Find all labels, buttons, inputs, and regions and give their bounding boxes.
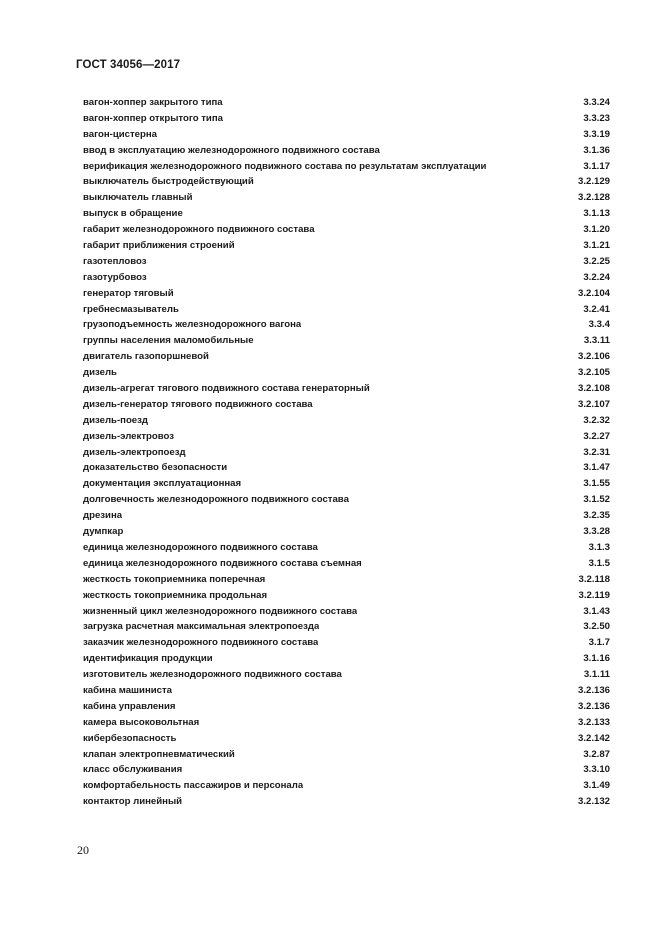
index-entry xyxy=(83,365,610,381)
index-entry xyxy=(83,524,610,540)
page-number: 20 xyxy=(77,843,89,857)
index-reference: 3.1.21 xyxy=(583,240,610,252)
index-term: верификация железнодорожного подвижного состава по результатам эксплуатации xyxy=(83,160,487,172)
index-entry xyxy=(83,556,610,572)
index-term: класс обслуживания xyxy=(83,764,183,776)
index-entry xyxy=(83,492,610,508)
index-entry xyxy=(83,286,610,302)
index-entry xyxy=(83,111,610,127)
index-reference: 3.3.4 xyxy=(588,319,610,331)
index-term: дизель-электровоз xyxy=(83,430,175,442)
index-entry xyxy=(83,174,610,190)
index-reference: 3.1.47 xyxy=(583,462,610,474)
index-reference: 3.2.35 xyxy=(583,510,610,522)
index-entry xyxy=(83,460,610,476)
index-term: идентификация продукции xyxy=(83,653,213,665)
index-reference: 3.2.104 xyxy=(577,287,610,299)
index-term: габарит приближения строений xyxy=(83,240,235,252)
index-entry xyxy=(83,317,610,333)
index-entry xyxy=(83,143,610,159)
index-term: дизель-агрегат тягового подвижного состава генераторный xyxy=(83,383,370,395)
index-reference: 3.1.7 xyxy=(588,637,610,649)
index-reference: 3.2.142 xyxy=(577,732,610,744)
index-term: камера высоковольтная xyxy=(83,716,200,728)
index-reference: 3.2.50 xyxy=(583,621,610,633)
index-term: дизель xyxy=(83,367,117,379)
index-reference: 3.2.129 xyxy=(577,176,610,188)
index-entry xyxy=(83,476,610,492)
index-reference: 3.1.11 xyxy=(583,669,610,681)
index-reference: 3.2.136 xyxy=(577,684,610,696)
index-term: грузоподъемность железнодорожного вагона xyxy=(83,319,302,331)
index-reference: 3.3.11 xyxy=(583,335,610,347)
index-term: ввод в эксплуатацию железнодорожного подвижного состава xyxy=(83,144,380,156)
index-term: выключатель главный xyxy=(83,192,193,204)
index-reference: 3.1.55 xyxy=(583,478,610,490)
index-reference: 3.1.20 xyxy=(583,224,610,236)
index-term: двигатель газопоршневой xyxy=(83,351,209,363)
index-entry xyxy=(83,699,610,715)
index-term: комфортабельность пассажиров и персонала xyxy=(83,780,304,792)
index-entry xyxy=(83,667,610,683)
index-reference: 3.1.43 xyxy=(583,605,610,617)
index-reference: 3.2.107 xyxy=(577,398,610,410)
index-term: дрезина xyxy=(83,510,123,522)
index-reference: 3.2.41 xyxy=(583,303,610,315)
index-reference: 3.2.31 xyxy=(583,446,610,458)
index-reference: 3.1.49 xyxy=(583,780,610,792)
index-reference: 3.2.128 xyxy=(577,192,610,204)
index-entry xyxy=(83,747,610,763)
index-term: думпкар xyxy=(83,526,124,538)
index-reference: 3.2.27 xyxy=(583,430,610,442)
index-term: контактор линейный xyxy=(83,796,183,808)
alphabetical-index xyxy=(83,95,610,810)
index-reference: 3.3.28 xyxy=(583,526,610,538)
index-entry xyxy=(83,683,610,699)
index-term: дизель-генератор тягового подвижного состава xyxy=(83,398,313,410)
index-entry xyxy=(83,635,610,651)
index-entry xyxy=(83,381,610,397)
index-entry xyxy=(83,794,610,810)
index-reference: 3.3.23 xyxy=(583,112,610,124)
index-entry xyxy=(83,508,610,524)
index-entry xyxy=(83,715,610,731)
index-entry xyxy=(83,270,610,286)
index-term: жесткость токоприемника поперечная xyxy=(83,573,266,585)
index-entry xyxy=(83,127,610,143)
index-term: группы населения маломобильные xyxy=(83,335,254,347)
index-term: газотепловоз xyxy=(83,255,147,267)
index-entry xyxy=(83,397,610,413)
index-term: кибербезопасность xyxy=(83,732,177,744)
index-reference: 3.2.119 xyxy=(578,589,610,601)
index-reference: 3.2.87 xyxy=(583,748,610,760)
index-entry xyxy=(83,588,610,604)
index-entry xyxy=(83,159,610,175)
index-term: гребнесмазыватель xyxy=(83,303,179,315)
index-entry xyxy=(83,206,610,222)
index-reference: 3.1.36 xyxy=(583,144,610,156)
index-entry xyxy=(83,651,610,667)
index-term: загрузка расчетная максимальная электропоезда xyxy=(83,621,320,633)
index-entry xyxy=(83,333,610,349)
index-entry xyxy=(83,222,610,238)
index-entry xyxy=(83,572,610,588)
index-reference: 3.2.25 xyxy=(583,255,610,267)
index-reference: 3.3.19 xyxy=(583,128,610,140)
index-reference: 3.2.118 xyxy=(578,573,610,585)
index-reference: 3.1.52 xyxy=(583,494,610,506)
index-entry xyxy=(83,413,610,429)
index-term: жизненный цикл железнодорожного подвижного состава xyxy=(83,605,358,617)
index-term: дизель-электропоезд xyxy=(83,446,186,458)
index-reference: 3.1.17 xyxy=(583,160,610,172)
index-reference: 3.2.24 xyxy=(583,271,610,283)
index-reference: 3.2.132 xyxy=(577,796,610,808)
index-entry xyxy=(83,254,610,270)
index-term: генератор тяговый xyxy=(83,287,174,299)
index-entry xyxy=(83,604,610,620)
index-reference: 3.2.105 xyxy=(577,367,610,379)
index-reference: 3.3.24 xyxy=(583,97,610,108)
index-term: выключатель быстродействующий xyxy=(83,176,254,188)
index-reference: 3.1.3 xyxy=(588,541,610,553)
index-entry xyxy=(83,540,610,556)
index-reference: 3.1.5 xyxy=(588,557,610,569)
index-term: кабина машиниста xyxy=(83,684,173,696)
index-entry xyxy=(83,238,610,254)
index-term: изготовитель железнодорожного подвижного состава xyxy=(83,669,342,681)
index-reference: 3.2.136 xyxy=(577,700,610,712)
index-term: долговечность железнодорожного подвижного состава xyxy=(83,494,349,506)
index-term: документация эксплуатационная xyxy=(83,478,242,490)
index-term: заказчик железнодорожного подвижного состава xyxy=(83,637,319,649)
index-term: вагон-цистерна xyxy=(83,128,157,140)
index-entry xyxy=(83,731,610,747)
index-term: дизель-поезд xyxy=(83,414,149,426)
index-entry xyxy=(83,445,610,461)
index-term: габарит железнодорожного подвижного состава xyxy=(83,224,315,236)
index-term: единица железнодорожного подвижного состава съемная xyxy=(83,557,362,569)
index-term: выпуск в обращение xyxy=(83,208,183,220)
index-entry xyxy=(83,349,610,365)
index-term: газотурбовоз xyxy=(83,271,147,283)
index-entry xyxy=(83,762,610,778)
index-reference: 3.1.16 xyxy=(583,653,610,665)
index-entry xyxy=(83,778,610,794)
index-entry xyxy=(83,190,610,206)
index-entry xyxy=(83,429,610,445)
document-header: ГОСТ 34056—2017 xyxy=(76,59,181,71)
index-term: единица железнодорожного подвижного состава xyxy=(83,541,318,553)
index-term: клапан электропневматический xyxy=(83,748,235,760)
index-entry xyxy=(83,619,610,635)
index-entry xyxy=(83,95,610,111)
index-term: кабина управления xyxy=(83,700,176,712)
index-reference: 3.1.13 xyxy=(583,208,610,220)
index-reference: 3.3.10 xyxy=(583,764,610,776)
index-term: жесткость токоприемника продольная xyxy=(83,589,268,601)
index-term: вагон-хоппер закрытого типа xyxy=(83,97,223,108)
index-entry xyxy=(83,302,610,318)
index-term: доказательство безопасности xyxy=(83,462,228,474)
index-term: вагон-хоппер открытого типа xyxy=(83,112,223,124)
index-reference: 3.2.106 xyxy=(577,351,610,363)
index-reference: 3.2.133 xyxy=(577,716,610,728)
index-reference: 3.2.108 xyxy=(577,383,610,395)
index-reference: 3.2.32 xyxy=(583,414,610,426)
